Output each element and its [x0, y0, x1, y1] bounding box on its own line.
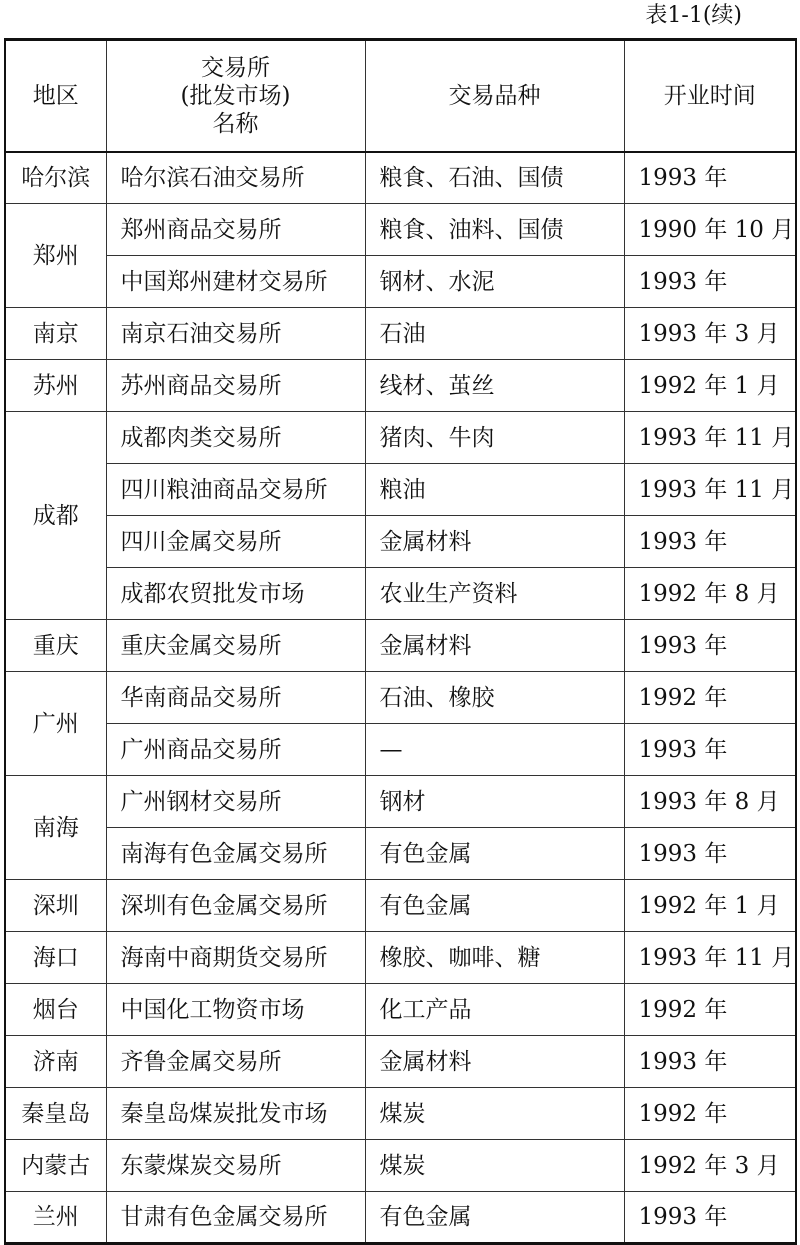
products-cell: 猪肉、牛肉 [365, 412, 624, 464]
products-cell: 化工产品 [365, 984, 624, 1036]
table-row [5, 620, 796, 672]
table-row [5, 204, 796, 256]
table-row [5, 984, 796, 1036]
table-row [5, 308, 796, 360]
table-row [5, 828, 796, 880]
opened-cell: 1993 年 3 月 [624, 308, 796, 360]
products-cell: 有色金属 [365, 880, 624, 932]
table-row [5, 724, 796, 776]
products-cell: 粮油 [365, 464, 624, 516]
region-cell: 内蒙古 [5, 1140, 106, 1192]
table-row [5, 1140, 796, 1192]
products-cell: 煤炭 [365, 1140, 624, 1192]
opened-cell: 1992 年 8 月 [624, 568, 796, 620]
products-cell: 金属材料 [365, 1036, 624, 1088]
products-cell: 粮食、油料、国债 [365, 204, 624, 256]
exchange-name-cell: 广州商品交易所 [106, 724, 365, 776]
region-cell: 海口 [5, 932, 106, 984]
opened-cell: 1993 年 11 月 [624, 464, 796, 516]
opened-cell: 1993 年 [624, 724, 796, 776]
products-cell: 钢材 [365, 776, 624, 828]
exchange-name-cell: 中国郑州建材交易所 [106, 256, 365, 308]
exchange-name-cell: 甘肃有色金属交易所 [106, 1192, 365, 1244]
exchange-name-cell: 苏州商品交易所 [106, 360, 365, 412]
region-cell: 深圳 [5, 880, 106, 932]
opened-cell: 1992 年 [624, 984, 796, 1036]
products-cell: 线材、茧丝 [365, 360, 624, 412]
opened-cell: 1993 年 [624, 1036, 796, 1088]
products-cell: 钢材、水泥 [365, 256, 624, 308]
header-name-line-3: 名称 [212, 110, 259, 137]
opened-cell: 1992 年 [624, 1088, 796, 1140]
table-header-row [5, 40, 796, 152]
opened-cell: 1992 年 1 月 [624, 360, 796, 412]
products-cell: 粮食、石油、国债 [365, 152, 624, 204]
table-row [5, 1192, 796, 1244]
opened-cell: 1993 年 [624, 256, 796, 308]
region-cell: 烟台 [5, 984, 106, 1036]
products-cell: 金属材料 [365, 516, 624, 568]
region-cell: 秦皇岛 [5, 1088, 106, 1140]
table-row [5, 1036, 796, 1088]
exchange-name-cell: 广州钢材交易所 [106, 776, 365, 828]
header-exchange-name [106, 40, 365, 152]
table-row [5, 464, 796, 516]
table-row [5, 1088, 796, 1140]
products-cell: 有色金属 [365, 828, 624, 880]
opened-cell: 1993 年 [624, 620, 796, 672]
exchange-name-cell: 四川金属交易所 [106, 516, 365, 568]
products-cell: 煤炭 [365, 1088, 624, 1140]
region-cell: 济南 [5, 1036, 106, 1088]
opened-cell: 1993 年 [624, 828, 796, 880]
table-row [5, 360, 796, 412]
region-cell: 郑州 [5, 204, 106, 308]
opened-cell: 1993 年 [624, 1192, 796, 1244]
table-row [5, 880, 796, 932]
exchange-name-cell: 南京石油交易所 [106, 308, 365, 360]
table-row [5, 672, 796, 724]
exchange-name-cell: 成都农贸批发市场 [106, 568, 365, 620]
exchange-name-cell: 南海有色金属交易所 [106, 828, 365, 880]
exchange-name-cell: 齐鲁金属交易所 [106, 1036, 365, 1088]
products-cell: 石油 [365, 308, 624, 360]
header-name-line-1: 交易所 [201, 54, 270, 81]
header-products: 交易品种 [365, 40, 624, 152]
region-cell: 南海 [5, 776, 106, 880]
products-cell: — [365, 724, 624, 776]
opened-cell: 1993 年 11 月 [624, 932, 796, 984]
opened-cell: 1992 年 3 月 [624, 1140, 796, 1192]
table-caption: 表1-1(续) [645, 3, 742, 28]
region-cell: 兰州 [5, 1192, 106, 1244]
region-cell: 苏州 [5, 360, 106, 412]
exchange-name-cell: 中国化工物资市场 [106, 984, 365, 1036]
exchange-name-cell: 郑州商品交易所 [106, 204, 365, 256]
exchange-name-cell: 四川粮油商品交易所 [106, 464, 365, 516]
header-name-line-2: (批发市场) [180, 82, 291, 109]
table-row [5, 412, 796, 464]
opened-cell: 1993 年 [624, 152, 796, 204]
exchange-table [4, 38, 797, 1245]
exchange-name-cell: 哈尔滨石油交易所 [106, 152, 365, 204]
exchange-name-cell: 秦皇岛煤炭批发市场 [106, 1088, 365, 1140]
opened-cell: 1993 年 11 月 [624, 412, 796, 464]
opened-cell: 1992 年 1 月 [624, 880, 796, 932]
products-cell: 金属材料 [365, 620, 624, 672]
table-row [5, 932, 796, 984]
region-cell: 广州 [5, 672, 106, 776]
exchange-name-cell: 成都肉类交易所 [106, 412, 365, 464]
exchange-name-cell: 华南商品交易所 [106, 672, 365, 724]
region-cell: 重庆 [5, 620, 106, 672]
products-cell: 有色金属 [365, 1192, 624, 1244]
table-row [5, 152, 796, 204]
opened-cell: 1990 年 10 月 [624, 204, 796, 256]
header-region: 地区 [5, 40, 106, 152]
table-row [5, 256, 796, 308]
exchange-name-cell: 海南中商期货交易所 [106, 932, 365, 984]
table-row [5, 516, 796, 568]
table-row [5, 568, 796, 620]
exchange-name-cell: 重庆金属交易所 [106, 620, 365, 672]
table-row [5, 776, 796, 828]
region-cell: 南京 [5, 308, 106, 360]
products-cell: 橡胶、咖啡、糖 [365, 932, 624, 984]
opened-cell: 1993 年 8 月 [624, 776, 796, 828]
region-cell: 成都 [5, 412, 106, 620]
opened-cell: 1993 年 [624, 516, 796, 568]
header-opened: 开业时间 [624, 40, 796, 152]
region-cell: 哈尔滨 [5, 152, 106, 204]
exchange-name-cell: 深圳有色金属交易所 [106, 880, 365, 932]
products-cell: 农业生产资料 [365, 568, 624, 620]
exchange-name-cell: 东蒙煤炭交易所 [106, 1140, 365, 1192]
products-cell: 石油、橡胶 [365, 672, 624, 724]
opened-cell: 1992 年 [624, 672, 796, 724]
